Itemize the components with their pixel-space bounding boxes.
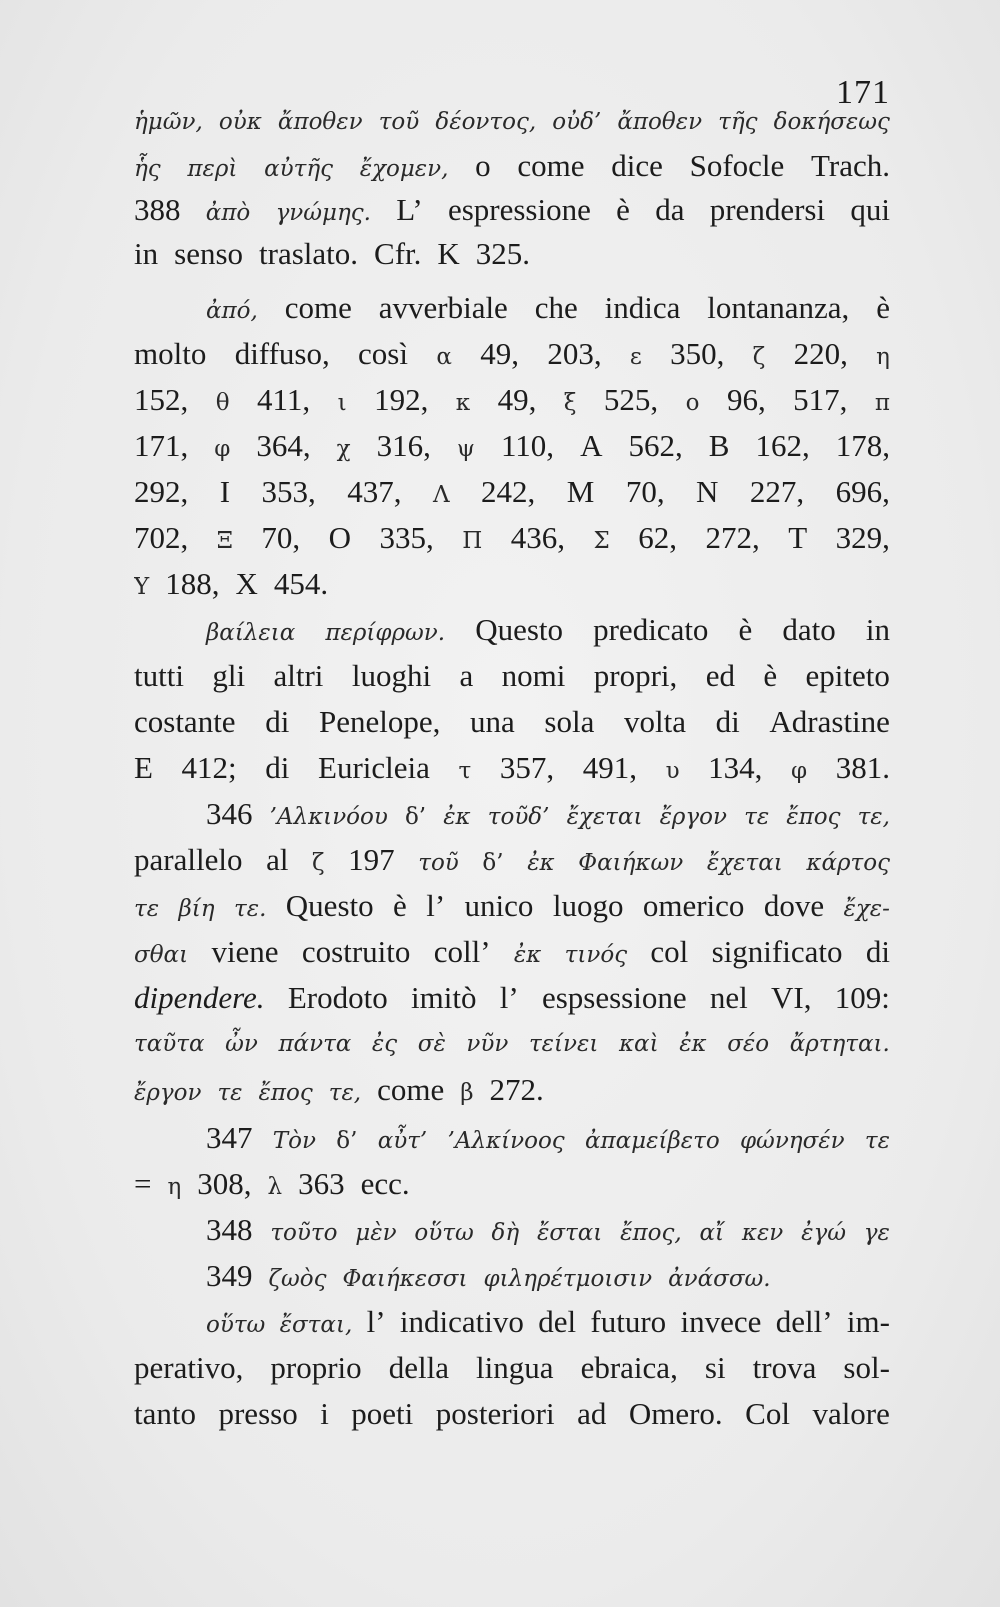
text-line: ἧς περὶ αὐτῆς ἔχομεν, o come dice Sofocle Trach. [134,148,890,183]
text-line: perativo, proprio della lingua ebraica, si trova sol- [134,1350,890,1385]
text-line: 152, θ 411, ι 192, κ 49, ξ 525, ο 96, 517, π [134,382,890,417]
text-line: 171, φ 364, χ 316, ψ 110, A 562, B 162, 178, [134,428,890,463]
text-line: costante di Penelope, una sola volta di Adrastine [134,704,890,739]
text-line: σθαι viene costruito coll’ ἐκ τινός col significato di [134,934,890,969]
text-line: molto diffuso, così α 49, 203, ε 350, ζ 220, η [134,336,890,371]
text-line: βαίλεια περίφρων. Questo predicato è dato in [206,612,890,647]
text-line: tutti gli altri luoghi a nomi propri, ed è epiteto [134,658,890,693]
text-line: = η 308, λ 363 ecc. [134,1166,410,1201]
text-line: ἔργον τε ἔπος τε, come β 272. [134,1072,544,1107]
text-line: 346 ’Αλκινόου δ’ ἐκ τοῦδ’ ἔχεται ἔργον τε ἔπος τε, [206,796,890,831]
text-line: tanto presso i poeti posteriori ad Omero. Col valore [134,1396,890,1431]
text-line: οὕτω ἔσται, l’ indicativo del futuro invece dell’ im- [206,1304,890,1339]
text-line: 349 ζωὸς Φαιήκεσσι φιληρέτμοισιν ἀνάσσω. [206,1258,771,1293]
text-line: ἡμῶν, οὐκ ἄποθεν τοῦ δέοντος, οὐδ’ ἄποθεν τῆς δοκήσεως [134,109,890,135]
text-line: E 412; di Euricleia τ 357, 491, υ 134, φ 381. [134,750,890,785]
text-line: dipendere. Erodoto imitò l’ espsessione nel VI, 109: [134,980,890,1015]
text-line: parallelo al ζ 197 τοῦ δ’ ἐκ Φαιήκων ἔχεται κάρτος [134,842,890,877]
text-line: 702, Ξ 70, O 335, Π 436, Σ 62, 272, T 329, [134,520,890,555]
text-line: 292, I 353, 437, Λ 242, M 70, N 227, 696, [134,474,890,509]
text-line: ἀπό, come avverbiale che indica lontananza, è [206,290,890,325]
text-line: in senso traslato. Cfr. K 325. [134,236,531,271]
text-line: τε βίη τε. Questo è l’ unico luogo omerico dove ἔχε- [134,888,890,923]
page-number: 171 [836,74,890,111]
text-line: ταῦτα ὦν πάντα ἐς σὲ νῦν τείνει καὶ ἐκ σέο ἄρτηται. [134,1031,890,1057]
text-line: Υ 188, X 454. [134,566,329,601]
text-line: 348 τοῦτο μὲν οὕτω δὴ ἔσται ἔπος, αἴ κεν ἐγώ γε [206,1212,890,1247]
text-line: 388 ἀπὸ γνώμης. L’ espressione è da prendersi qui [134,192,890,227]
text-line: 347 Τὸν δ’ αὖτ’ ’Αλκίνοος ἀπαμείβετο φώνησέν τε [206,1120,890,1155]
